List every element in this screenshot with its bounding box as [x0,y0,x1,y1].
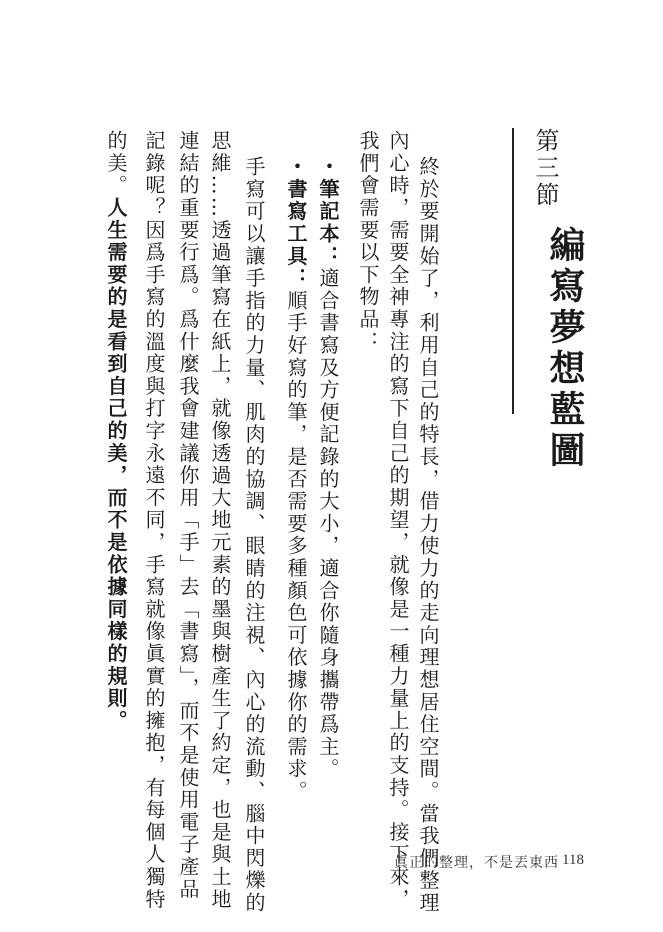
body-line-2: 內心時，需要全神專注的寫下自己的期望，就像是一種力量上的支持。接下來， [386,130,410,911]
body-line-10 [102,130,131,732]
list-item-text: 順手好寫的筆，是否需要多種顏色可依據你的需求。 [284,289,308,803]
body-line-10-start: 的美。 [104,130,128,197]
body-line-1: 終於要開始了，利用自己的特長，借力使力的走向理想居住空間。當我們整理 [416,156,440,915]
list-item-writing-tool [282,156,311,803]
running-title: 眞正的整理，不是丟東西 [394,855,559,871]
body-line-6: 手寫可以讓手指的力量、肌肉的協調、眼睛的注視、內心的流動、腦中閃爍的 [242,156,266,915]
body-line-9: 記錄呢？因爲手寫的溫度與打字永遠不同，手寫就像眞實的擁抱，有每個人獨特 [142,130,166,911]
list-item-label: ・書寫工具： [284,156,308,290]
list-item-label: ・筆記本： [316,156,340,268]
emphasis-text: 人生需要的是看到自己的美，而不是依據同樣的規則。 [104,196,128,733]
list-item-text: 適合書寫及方便記錄的大小，適合你隨身攜帶爲主。 [316,267,340,781]
body-line-7: 思維……透過筆寫在紙上，就像透過大地元素的墨與樹產生了約定，也是與土地 [208,130,232,911]
list-item-notebook [314,156,343,780]
body-line-3: 我們會需要以下物品： [356,130,380,353]
section-title: 編寫夢想藍圖 [544,226,586,472]
section-divider [512,128,514,414]
body-line-8: 連結的重要行爲。爲什麼我會建議你用「手」去「書寫」，而不是使用電子產品 [176,130,200,901]
page-footer [394,852,584,872]
section-label: 第三節 [531,128,559,209]
page-number: 118 [562,852,584,868]
